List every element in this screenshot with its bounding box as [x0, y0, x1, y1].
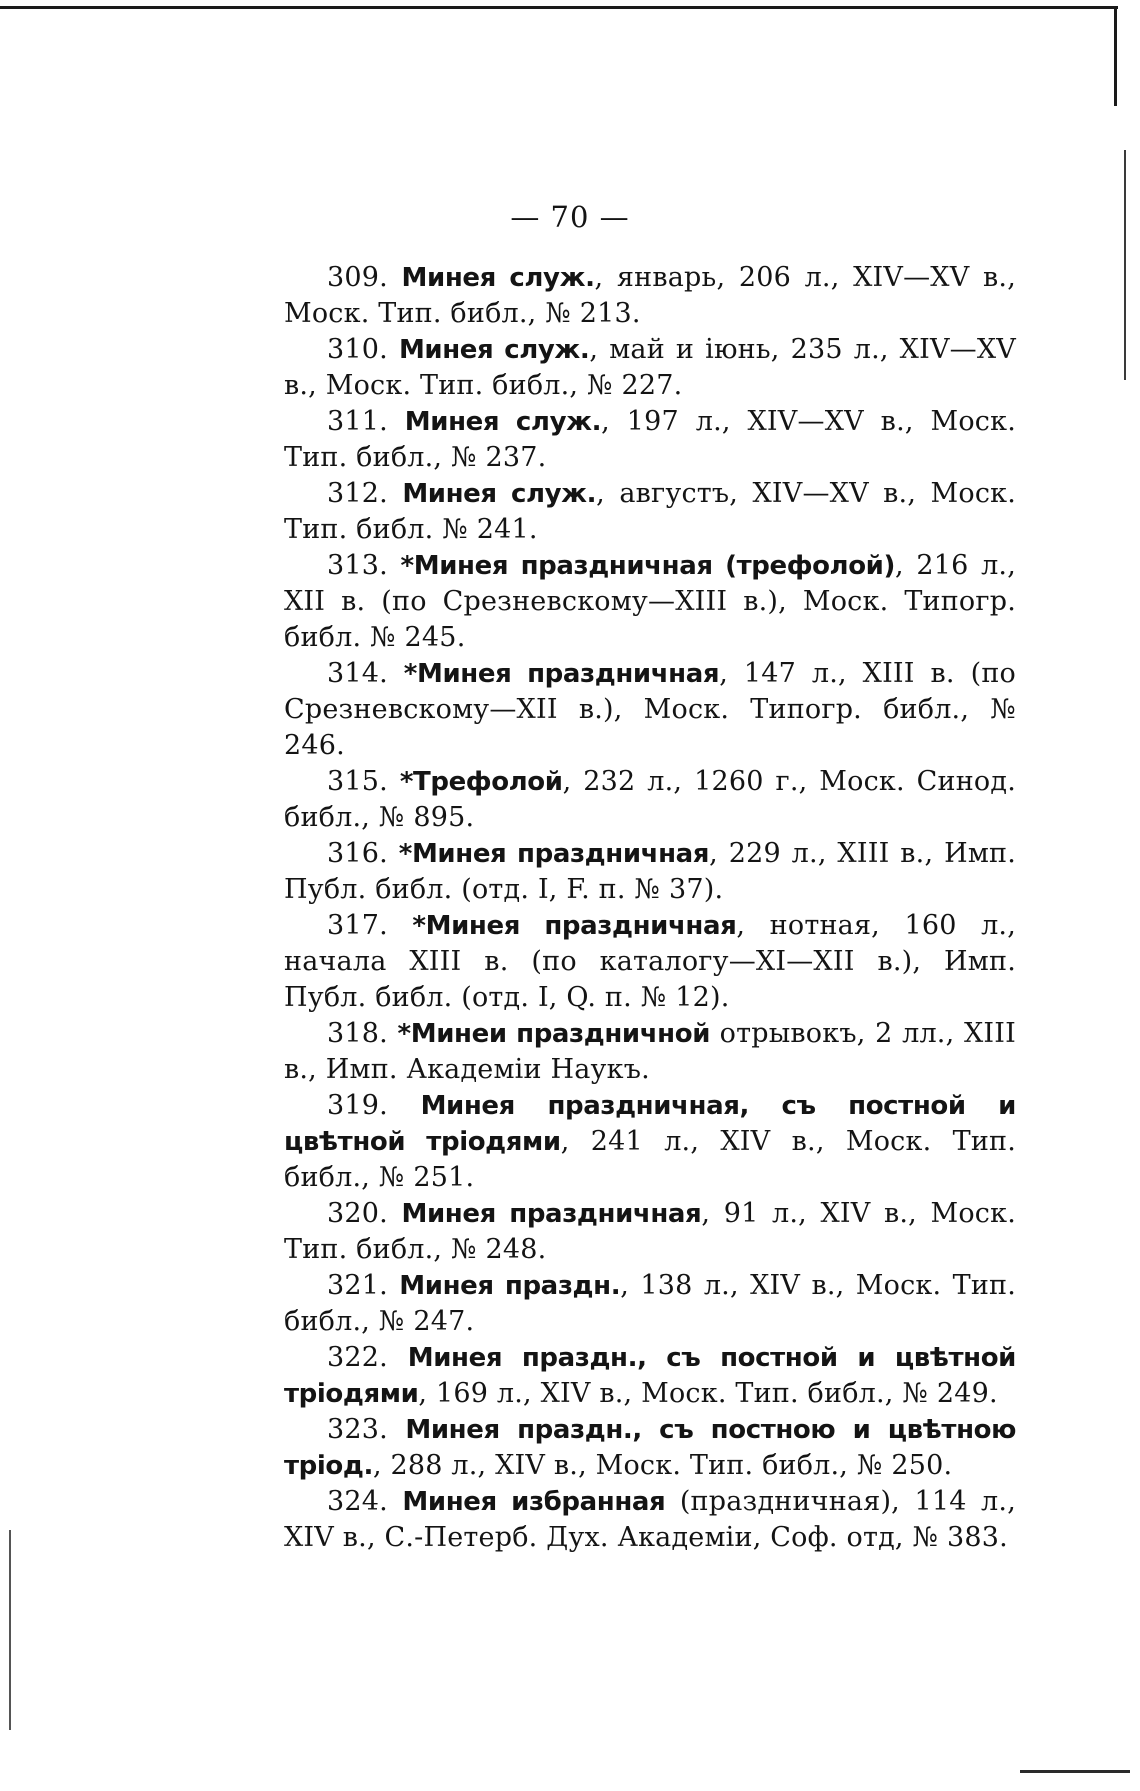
entry-title: Минея праздничная, съ постной и цвѣтной тріодями	[284, 1091, 1016, 1157]
catalog-entry-315	[284, 764, 1016, 836]
catalog-entry-323	[284, 1412, 1016, 1484]
catalog-entry-309	[284, 260, 1016, 332]
catalog-entry-316	[284, 836, 1016, 908]
entry-title: Минея служ.	[404, 407, 602, 437]
entry-number: 319.	[327, 1090, 388, 1121]
entry-details: , 147 л., XIII в. (по Срезневскому—XII в.), Моск. Типогр. библ., № 246.	[284, 658, 1016, 761]
entry-title: Минея служ.	[401, 263, 595, 293]
entry-details: (праздничная), 114 л., XIV в., С.-Петерб. Дух. Академіи, Соф. отд, № 383.	[284, 1486, 1016, 1553]
catalog-entry-314	[284, 656, 1016, 764]
entry-details: , нотная, 160 л., начала XIII в. (по каталогу—XI—XII в.), Имп. Публ. библ. (отд. I, Q. п. № 12).	[284, 910, 1016, 1013]
left-margin-rule	[9, 1530, 11, 1730]
bottom-border-rule	[1020, 1770, 1130, 1773]
entry-number: 321.	[327, 1270, 388, 1301]
entry-number: 313.	[327, 550, 388, 581]
entry-details: , 169 л., XIV в., Моск. Тип. библ., № 249.	[418, 1378, 998, 1409]
entry-number: 309.	[327, 262, 388, 293]
catalog-entry-321	[284, 1268, 1016, 1340]
entry-details: , 288 л., XIV в., Моск. Тип. библ., № 250.	[372, 1450, 953, 1481]
entry-number: 324.	[327, 1486, 388, 1517]
page-number: — 70 —	[510, 200, 630, 234]
entry-number: 323.	[327, 1414, 388, 1445]
entry-details: , 197 л., XIV—XV в., Моск. Тип. библ., № 237.	[284, 406, 1016, 473]
entry-details: , май и іюнь, 235 л., XIV—XV в., Моск. Тип. библ., № 227.	[284, 334, 1016, 401]
entry-title: *Минеи праздничной	[397, 1019, 711, 1049]
entry-details: , августъ, XIV—XV в., Моск. Тип. библ. № 241.	[284, 478, 1016, 545]
catalog-entry-324	[284, 1484, 1016, 1556]
entry-number: 314.	[327, 658, 388, 689]
entry-number: 312.	[327, 478, 388, 509]
entry-number: 317.	[327, 910, 388, 941]
entry-number: 311.	[327, 406, 388, 437]
entry-number: 310.	[327, 334, 388, 365]
entry-title: *Трефолой	[399, 767, 563, 797]
entry-number: 316.	[327, 838, 388, 869]
entry-details: , 138 л., XIV в., Моск. Тип. библ., № 247.	[284, 1270, 1016, 1337]
entry-details: отрывокъ, 2 лл., XIII в., Имп. Академіи Наукъ.	[284, 1018, 1016, 1085]
catalog-entry-320	[284, 1196, 1016, 1268]
catalog-entry-312	[284, 476, 1016, 548]
entry-title: *Минея праздничная	[398, 839, 710, 869]
catalog-entry-311	[284, 404, 1016, 476]
entry-details: , 229 л., XIII в., Имп. Публ. библ. (отд. I, F. п. № 37).	[284, 838, 1016, 905]
entry-title: Минея праздн., съ постною и цвѣтною тріод.	[284, 1415, 1016, 1481]
entry-title: *Минея праздничная (трефолой)	[400, 551, 895, 581]
entry-number: 315.	[327, 766, 388, 797]
entry-title: Минея служ.	[402, 479, 597, 509]
entry-title: Минея праздничная	[401, 1199, 702, 1229]
catalog-entry-317	[284, 908, 1016, 1016]
entry-title: *Минея праздничная	[412, 911, 737, 941]
right-border-rule	[1114, 6, 1117, 106]
entry-title: Минея избранная	[402, 1487, 666, 1517]
entry-number: 322.	[327, 1342, 388, 1373]
catalog-entry-310	[284, 332, 1016, 404]
catalog-entry-319	[284, 1088, 1016, 1196]
entry-title: Минея праздн.	[399, 1271, 621, 1301]
entry-details: , 241 л., XIV в., Моск. Тип. библ., № 251.	[284, 1126, 1016, 1193]
catalog-entry-318	[284, 1016, 1016, 1088]
catalog-entries	[284, 260, 1016, 1556]
catalog-entry-322	[284, 1340, 1016, 1412]
entry-details: , 232 л., 1260 г., Моск. Синод. библ., № 895.	[284, 766, 1016, 833]
top-border-rule	[0, 6, 1118, 9]
entry-number: 320.	[327, 1198, 388, 1229]
entry-title: *Минея праздничная	[403, 659, 720, 689]
entry-details: , 216 л., XII в. (по Срезневскому—XIII в.), Моск. Типогр. библ. № 245.	[284, 550, 1016, 653]
entry-title: Минея праздн., съ постной и цвѣтной тріодями	[284, 1343, 1016, 1409]
right-margin-rule	[1124, 150, 1126, 380]
entry-title: Минея служ.	[398, 335, 590, 365]
entry-details: , январь, 206 л., XIV—XV в., Моск. Тип. библ., № 213.	[284, 262, 1016, 329]
catalog-entry-313	[284, 548, 1016, 656]
entry-details: , 91 л., XIV в., Моск. Тип. библ., № 248.	[284, 1198, 1016, 1265]
entry-number: 318.	[327, 1018, 388, 1049]
